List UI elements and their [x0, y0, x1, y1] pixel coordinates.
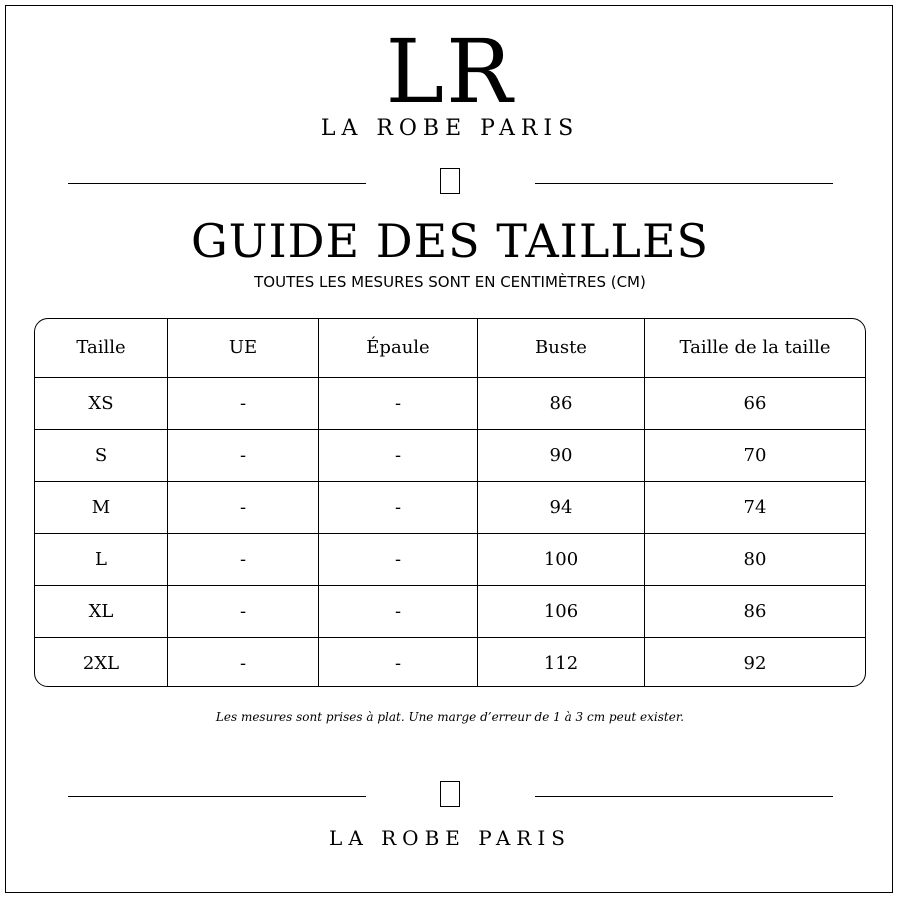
- divider-line-right: [535, 183, 833, 184]
- cell-epaule: -: [319, 533, 478, 585]
- cell-epaule: -: [319, 429, 478, 481]
- divider-line-left: [68, 183, 366, 184]
- page-subtitle: TOUTES LES MESURES SONT EN CENTIMÈTRES (CM): [254, 273, 646, 291]
- header-taille: Taille: [35, 319, 168, 377]
- size-table: [35, 319, 865, 687]
- bottom-divider: [0, 781, 900, 811]
- table-row: [35, 533, 865, 585]
- cell-buste: 106: [478, 585, 645, 637]
- cell-size: XS: [35, 377, 168, 429]
- cell-epaule: -: [319, 585, 478, 637]
- cell-taille: 74: [645, 481, 866, 533]
- cell-taille: 80: [645, 533, 866, 585]
- cell-taille: 92: [645, 637, 866, 687]
- divider-line-left: [68, 796, 366, 797]
- table-row: [35, 481, 865, 533]
- cell-ue: -: [168, 637, 319, 687]
- cell-size: 2XL: [35, 637, 168, 687]
- cell-buste: 90: [478, 429, 645, 481]
- header-taille-de-la-taille: Taille de la taille: [645, 319, 866, 377]
- cell-ue: -: [168, 481, 319, 533]
- header-epaule: Épaule: [319, 319, 478, 377]
- brand-name: LA ROBE PARIS: [320, 116, 580, 141]
- cell-buste: 112: [478, 637, 645, 687]
- cell-ue: -: [168, 429, 319, 481]
- cell-taille: 70: [645, 429, 866, 481]
- table-header-row: [35, 319, 865, 377]
- cell-size: M: [35, 481, 168, 533]
- cell-ue: -: [168, 533, 319, 585]
- logo-monogram: LR: [385, 20, 515, 123]
- divider-line-right: [535, 796, 833, 797]
- cell-taille: 66: [645, 377, 866, 429]
- cell-epaule: -: [319, 481, 478, 533]
- table-row: [35, 429, 865, 481]
- table-row: [35, 377, 865, 429]
- header-ue: UE: [168, 319, 319, 377]
- cell-size: S: [35, 429, 168, 481]
- page-title: GUIDE DES TAILLES: [190, 214, 710, 268]
- footer-brand-name: LA ROBE PARIS: [329, 826, 571, 850]
- cell-size: XL: [35, 585, 168, 637]
- measurement-note: Les mesures sont prises à plat. Une marge d’erreur de 1 à 3 cm peut exister.: [215, 710, 685, 724]
- table-row: [35, 585, 865, 637]
- cell-buste: 94: [478, 481, 645, 533]
- table-row: [35, 637, 865, 687]
- placeholder-box-icon: [440, 781, 460, 807]
- cell-buste: 86: [478, 377, 645, 429]
- header-buste: Buste: [478, 319, 645, 377]
- placeholder-box-icon: [440, 168, 460, 194]
- cell-epaule: -: [319, 377, 478, 429]
- cell-buste: 100: [478, 533, 645, 585]
- cell-ue: -: [168, 585, 319, 637]
- cell-taille: 86: [645, 585, 866, 637]
- cell-epaule: -: [319, 637, 478, 687]
- cell-size: L: [35, 533, 168, 585]
- size-table-container: [34, 318, 866, 687]
- cell-ue: -: [168, 377, 319, 429]
- top-divider: [0, 168, 900, 198]
